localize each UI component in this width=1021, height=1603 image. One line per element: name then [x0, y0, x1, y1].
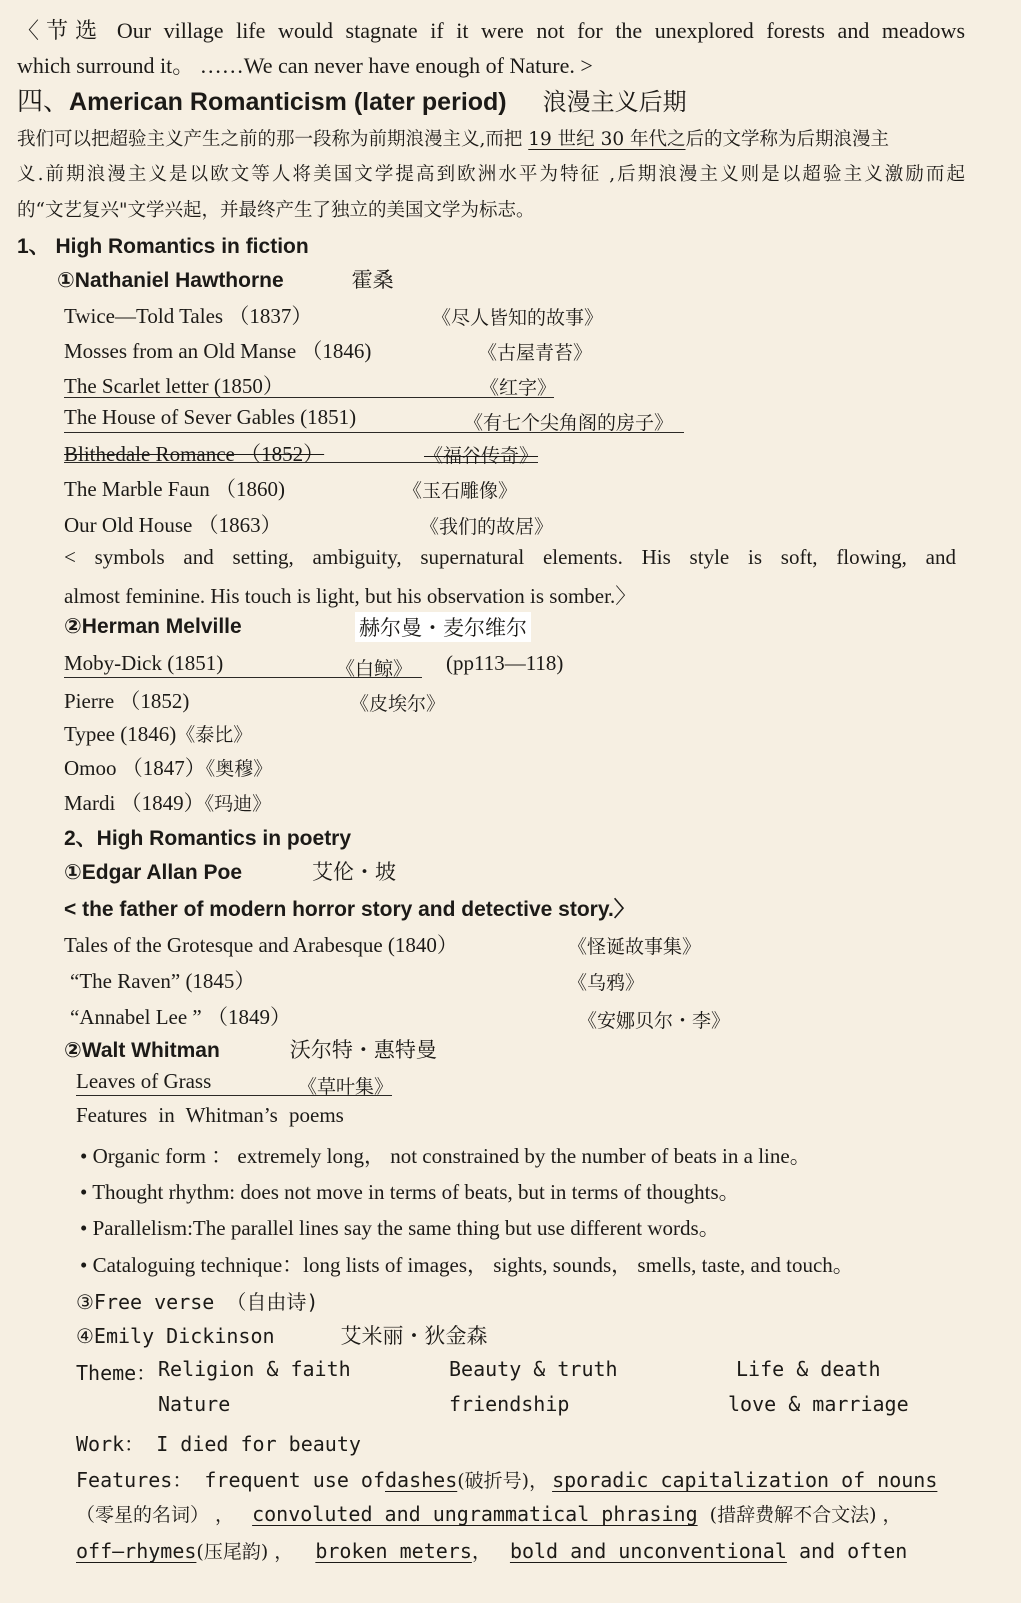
whitman-work-cn: 《草叶集》: [298, 1076, 394, 1098]
work-en: The Marble Faun （1860): [64, 477, 286, 501]
features-intro: frequent use of: [204, 1468, 385, 1492]
work-cn: 《白鲸》: [336, 658, 413, 680]
para-line-3: 的“文艺复兴"文学兴起，并最终产生了独立的美国文学为标志。: [17, 200, 535, 221]
hawthorne-header: [57, 264, 394, 294]
work-cn: 《尽人皆知的故事》: [432, 307, 604, 329]
feature-bold-unconventional: bold and unconventional: [509, 1539, 787, 1563]
whitman-feature: • Thought rhythm: does not move in terms of beats, but in terms of thoughts。: [80, 1180, 740, 1204]
para-line-1-text-b: 后的文学称为后期浪漫主: [685, 129, 890, 150]
whitman-features-title: Features in Whitman’s poems: [76, 1103, 344, 1127]
whitman-feature: • Parallelism:The parallel lines say the same thing but use different words。: [80, 1216, 720, 1240]
poe-cn: 艾伦・坡: [312, 860, 397, 884]
work-row: [64, 787, 271, 817]
work-en: Pierre （1852): [64, 689, 190, 713]
work-cn: 《有七个尖角阁的房子》: [464, 412, 674, 434]
work-cn: 《安娜贝尔・李》: [578, 1010, 731, 1032]
work-cn: 《泰比》: [176, 724, 253, 746]
work-en: Mardi （1849）: [64, 791, 205, 815]
work-en: “Annabel Lee ” （1849）: [70, 1005, 292, 1029]
dickinson-header: [76, 1320, 488, 1350]
work-cn: 《皮埃尔》: [350, 693, 446, 715]
feature-sporadic-cn: （零星的名词） ，: [76, 1504, 235, 1526]
whitman-feature: • Organic form ： extremely long， not constrained by the number of beats in a line。: [80, 1144, 811, 1168]
hawthorne-name: ①Nathaniel Hawthorne: [57, 269, 284, 292]
theme-item: Nature: [158, 1392, 231, 1416]
poetry-heading: 2、High Romantics in poetry: [64, 827, 352, 850]
work-cn: 《玉石雕像》: [403, 480, 518, 502]
work-en: The House of Sever Gables (1851): [64, 405, 357, 429]
work-row-underlined: [64, 651, 422, 678]
feature-comma: ，: [471, 1539, 492, 1563]
section-title-en: American Romanticism (later period): [69, 88, 507, 116]
work-cn: 《玛迪》: [204, 793, 272, 815]
work-en: Blithedale Romance （1852）: [64, 442, 325, 466]
work-en: Tales of the Grotesque and Arabesque (1840）: [64, 933, 458, 957]
dickinson-features-line-2: [76, 1500, 902, 1527]
work-cn: 《我们的故居》: [420, 516, 554, 538]
theme-item: friendship: [449, 1392, 570, 1416]
work-cn: 《乌鸦》: [568, 972, 645, 994]
section-title-cn: 浪漫主义后期: [542, 88, 687, 116]
theme-item: Life & death: [736, 1357, 881, 1381]
intro-line-2: which surround it。 ……We can never have enough of Nature. >: [17, 53, 593, 78]
poe-note: < the father of modern horror story and detective story.〉: [64, 898, 635, 921]
para-line-2: 义.前期浪漫主义是以欧文等人将美国文学提高到欧洲水平为特征 ,后期浪漫主义则是以超验主义激励而起: [17, 164, 965, 185]
feature-sporadic: sporadic capitalization of nouns: [552, 1468, 938, 1492]
work-en: “The Raven” (1845）: [70, 969, 256, 993]
work-en: The Scarlet letter (1850）: [64, 374, 284, 398]
theme-item: love & marriage: [728, 1392, 909, 1416]
work-pages: (pp113—118): [446, 651, 564, 675]
whitman-name: ②Walt Whitman: [64, 1039, 220, 1062]
work-cn: 《红字》: [480, 377, 557, 399]
feature-broken-meters: broken meters: [315, 1539, 472, 1563]
feature-dashes: dashes: [385, 1468, 458, 1492]
dickinson-cn: 艾米丽・狄金森: [340, 1324, 488, 1348]
work-en: Moby-Dick (1851): [64, 651, 224, 675]
work-en: Twice—Told Tales （1837）: [64, 304, 313, 328]
work-cn: 《奥穆》: [205, 758, 273, 780]
intro-line-1: 〈节选 Our village life would stagnate if it were not for the unexplored forests and meadows: [17, 18, 965, 43]
whitman-work-en: Leaves of Grass: [76, 1069, 212, 1093]
melville-cn: 赫尔曼・麦尔维尔: [355, 612, 531, 642]
feature-often: and often: [798, 1539, 908, 1563]
whitman-feature: • Cataloguing technique：long lists of images， sights, sounds， smells, taste, and touch。: [80, 1253, 854, 1277]
features-label: Features：: [76, 1468, 193, 1492]
work-row: [64, 720, 252, 747]
work-row-underlined: [64, 370, 557, 399]
dickinson-features-line-3: [76, 1535, 907, 1564]
hawthorne-note-line-2: almost feminine. His touch is light, but his observation is somber.〉: [64, 584, 637, 608]
free-verse: ③Free verse （自由诗): [76, 1290, 319, 1314]
para-line-1-underlined: 19 世纪 30 年代之: [528, 129, 686, 150]
feature-offrhymes-cn: (压尾韵) ，: [196, 1541, 294, 1563]
dickinson-name: ④Emily Dickinson: [76, 1324, 275, 1348]
work-cn: 《古屋青苔》: [478, 342, 593, 364]
theme-item: Religion & faith: [158, 1357, 351, 1381]
dickinson-work: Work： I died for beauty: [76, 1432, 361, 1456]
hawthorne-cn: 霍桑: [351, 268, 394, 292]
whitman-cn: 沃尔特・惠特曼: [289, 1038, 437, 1062]
work-row: [64, 752, 272, 782]
dickinson-features-line-1: [76, 1464, 937, 1493]
theme-item: Beauty & truth: [449, 1357, 618, 1381]
work-row-underlined: [76, 1069, 392, 1096]
melville-header: [64, 614, 242, 639]
section-heading: [17, 81, 687, 118]
theme-label: Theme：: [76, 1361, 157, 1385]
work-en: Mosses from an Old Manse （1846): [64, 339, 372, 363]
whitman-header: [64, 1034, 437, 1064]
poe-header: [64, 856, 396, 886]
work-en: Our Old House （1863）: [64, 513, 282, 537]
work-en: Typee (1846): [64, 722, 177, 746]
melville-name: ②Herman Melville: [64, 615, 242, 638]
section-number: 四、: [17, 87, 70, 117]
para-line-1-text-a: 我们可以把超验主义产生之前的那一段称为前期浪漫主义,而把: [17, 129, 529, 150]
feature-offrhymes: off—rhymes: [76, 1539, 197, 1563]
poe-name: ①Edgar Allan Poe: [64, 861, 243, 884]
work-cn: 《怪诞故事集》: [568, 936, 702, 958]
feature-convoluted-cn: (措辞费解不合文法) ，: [709, 1504, 902, 1526]
hawthorne-note-line-1: < symbols and setting, ambiguity, supernatural elements. His style is soft, flowing, and: [64, 545, 956, 569]
work-row-underlined: [64, 438, 539, 467]
feature-dashes-cn: (破折号)，: [457, 1470, 549, 1492]
para-line-1: [17, 125, 889, 151]
fiction-heading: 1、 High Romantics in fiction: [17, 235, 309, 258]
work-en: Omoo （1847）: [64, 756, 206, 780]
feature-convoluted: convoluted and ungrammatical phrasing: [252, 1502, 698, 1526]
work-row-underlined: [64, 405, 684, 433]
work-cn: 《福谷传奇》: [424, 445, 539, 467]
